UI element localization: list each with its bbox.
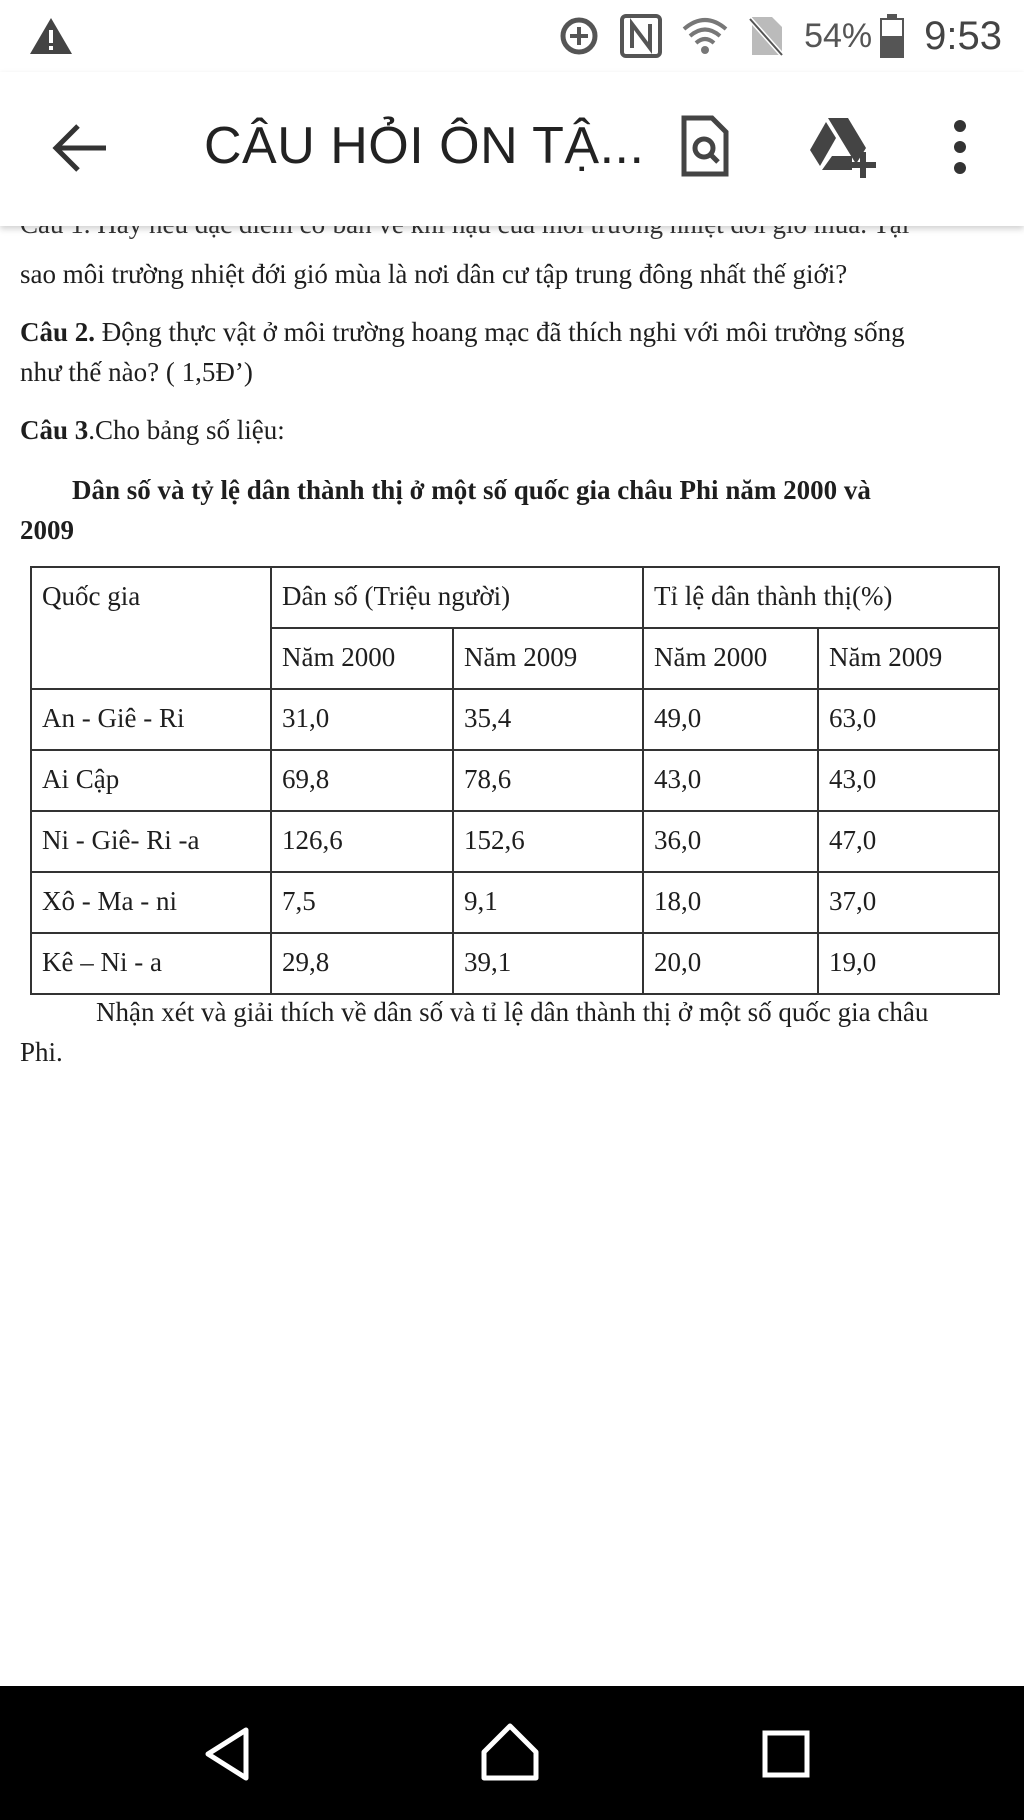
table-row bbox=[31, 689, 999, 750]
cell-pop-2009: 39,1 bbox=[453, 933, 643, 994]
wifi-icon bbox=[682, 17, 728, 55]
cell-urban-2000: 43,0 bbox=[643, 750, 818, 811]
cell-pop-2000: 29,8 bbox=[271, 933, 453, 994]
back-arrow-icon[interactable] bbox=[50, 122, 110, 174]
question-2-text: Động thực vật ở môi trường hoang mạc đã thích nghi với môi trường sống bbox=[95, 317, 905, 347]
question-3-label: Câu 3 bbox=[20, 415, 89, 445]
no-sim-icon bbox=[748, 15, 784, 57]
table-row bbox=[31, 811, 999, 872]
cell-urban-2000: 18,0 bbox=[643, 872, 818, 933]
cell-pop-2000: 7,5 bbox=[271, 872, 453, 933]
question-3 bbox=[20, 410, 1004, 450]
cell-pop-2009: 9,1 bbox=[453, 872, 643, 933]
cell-pop-2000: 31,0 bbox=[271, 689, 453, 750]
warning-icon bbox=[28, 16, 74, 61]
cell-country: Xô - Ma - ni bbox=[31, 872, 271, 933]
cell-country: Kê – Ni - a bbox=[31, 933, 271, 994]
question-2 bbox=[20, 312, 1004, 352]
table-row bbox=[31, 933, 999, 994]
header-population: Dân số (Triệu người) bbox=[271, 567, 643, 628]
add-to-drive-icon[interactable] bbox=[808, 116, 878, 178]
nav-home-icon[interactable] bbox=[480, 1722, 540, 1787]
cell-urban-2000: 36,0 bbox=[643, 811, 818, 872]
cell-urban-2009: 43,0 bbox=[818, 750, 999, 811]
nav-back-icon[interactable] bbox=[202, 1726, 252, 1787]
cell-urban-2000: 49,0 bbox=[643, 689, 818, 750]
cell-pop-2009: 78,6 bbox=[453, 750, 643, 811]
cell-urban-2009: 47,0 bbox=[818, 811, 999, 872]
document-view[interactable] bbox=[0, 226, 1024, 1686]
table-header-row bbox=[31, 567, 999, 628]
question-2-label: Câu 2. bbox=[20, 317, 96, 347]
app-bar bbox=[0, 72, 1024, 226]
battery-percent: 54% bbox=[804, 16, 873, 55]
nav-recents-icon[interactable] bbox=[762, 1730, 810, 1783]
more-vert-icon[interactable] bbox=[948, 118, 972, 176]
clock: 9:53 bbox=[924, 13, 1002, 58]
question-3-instruction: Nhận xét và giải thích về dân số và tỉ lệ dân thành thị ở một số quốc gia châu bbox=[96, 997, 929, 1027]
table-title: Dân số và tỷ lệ dân thành thị ở một số quốc gia châu Phi năm 2000 và bbox=[72, 475, 871, 505]
nfc-icon bbox=[620, 14, 662, 58]
header-urban-rate: Tỉ lệ dân thành thị(%) bbox=[643, 567, 999, 628]
cell-pop-2009: 35,4 bbox=[453, 689, 643, 750]
cell-urban-2009: 19,0 bbox=[818, 933, 999, 994]
population-table bbox=[30, 566, 1000, 995]
data-saver-icon bbox=[558, 15, 600, 57]
status-bar bbox=[0, 0, 1024, 72]
cell-urban-2009: 37,0 bbox=[818, 872, 999, 933]
cell-country: Ni - Giê- Ri -a bbox=[31, 811, 271, 872]
battery-icon bbox=[880, 14, 904, 58]
header-year: Năm 2000 bbox=[643, 628, 818, 689]
table-title-line-2: 2009 bbox=[20, 515, 74, 545]
header-country: Quốc gia bbox=[31, 567, 271, 689]
cell-urban-2000: 20,0 bbox=[643, 933, 818, 994]
document-title: CÂU HỎI ÔN TẬ... bbox=[204, 117, 645, 175]
navigation-bar bbox=[0, 1686, 1024, 1820]
header-year: Năm 2009 bbox=[818, 628, 999, 689]
question-3-instruction-line-2: Phi. bbox=[20, 1037, 63, 1067]
question-2-line-2: như thế nào? ( 1,5Đ’) bbox=[20, 357, 253, 387]
cell-pop-2009: 152,6 bbox=[453, 811, 643, 872]
cell-country: Ai Cập bbox=[31, 750, 271, 811]
table-row bbox=[31, 872, 999, 933]
find-in-page-icon[interactable] bbox=[680, 114, 730, 178]
question-3-text: .Cho bảng số liệu: bbox=[88, 415, 285, 445]
cell-country: An - Giê - Ri bbox=[31, 689, 271, 750]
cell-urban-2009: 63,0 bbox=[818, 689, 999, 750]
question-1-line-2: sao môi trường nhiệt đới gió mùa là nơi dân cư tập trung đông nhất thế giới? bbox=[20, 259, 848, 289]
table-row bbox=[31, 750, 999, 811]
header-year: Năm 2009 bbox=[453, 628, 643, 689]
cell-pop-2000: 69,8 bbox=[271, 750, 453, 811]
cell-pop-2000: 126,6 bbox=[271, 811, 453, 872]
header-year: Năm 2000 bbox=[271, 628, 453, 689]
